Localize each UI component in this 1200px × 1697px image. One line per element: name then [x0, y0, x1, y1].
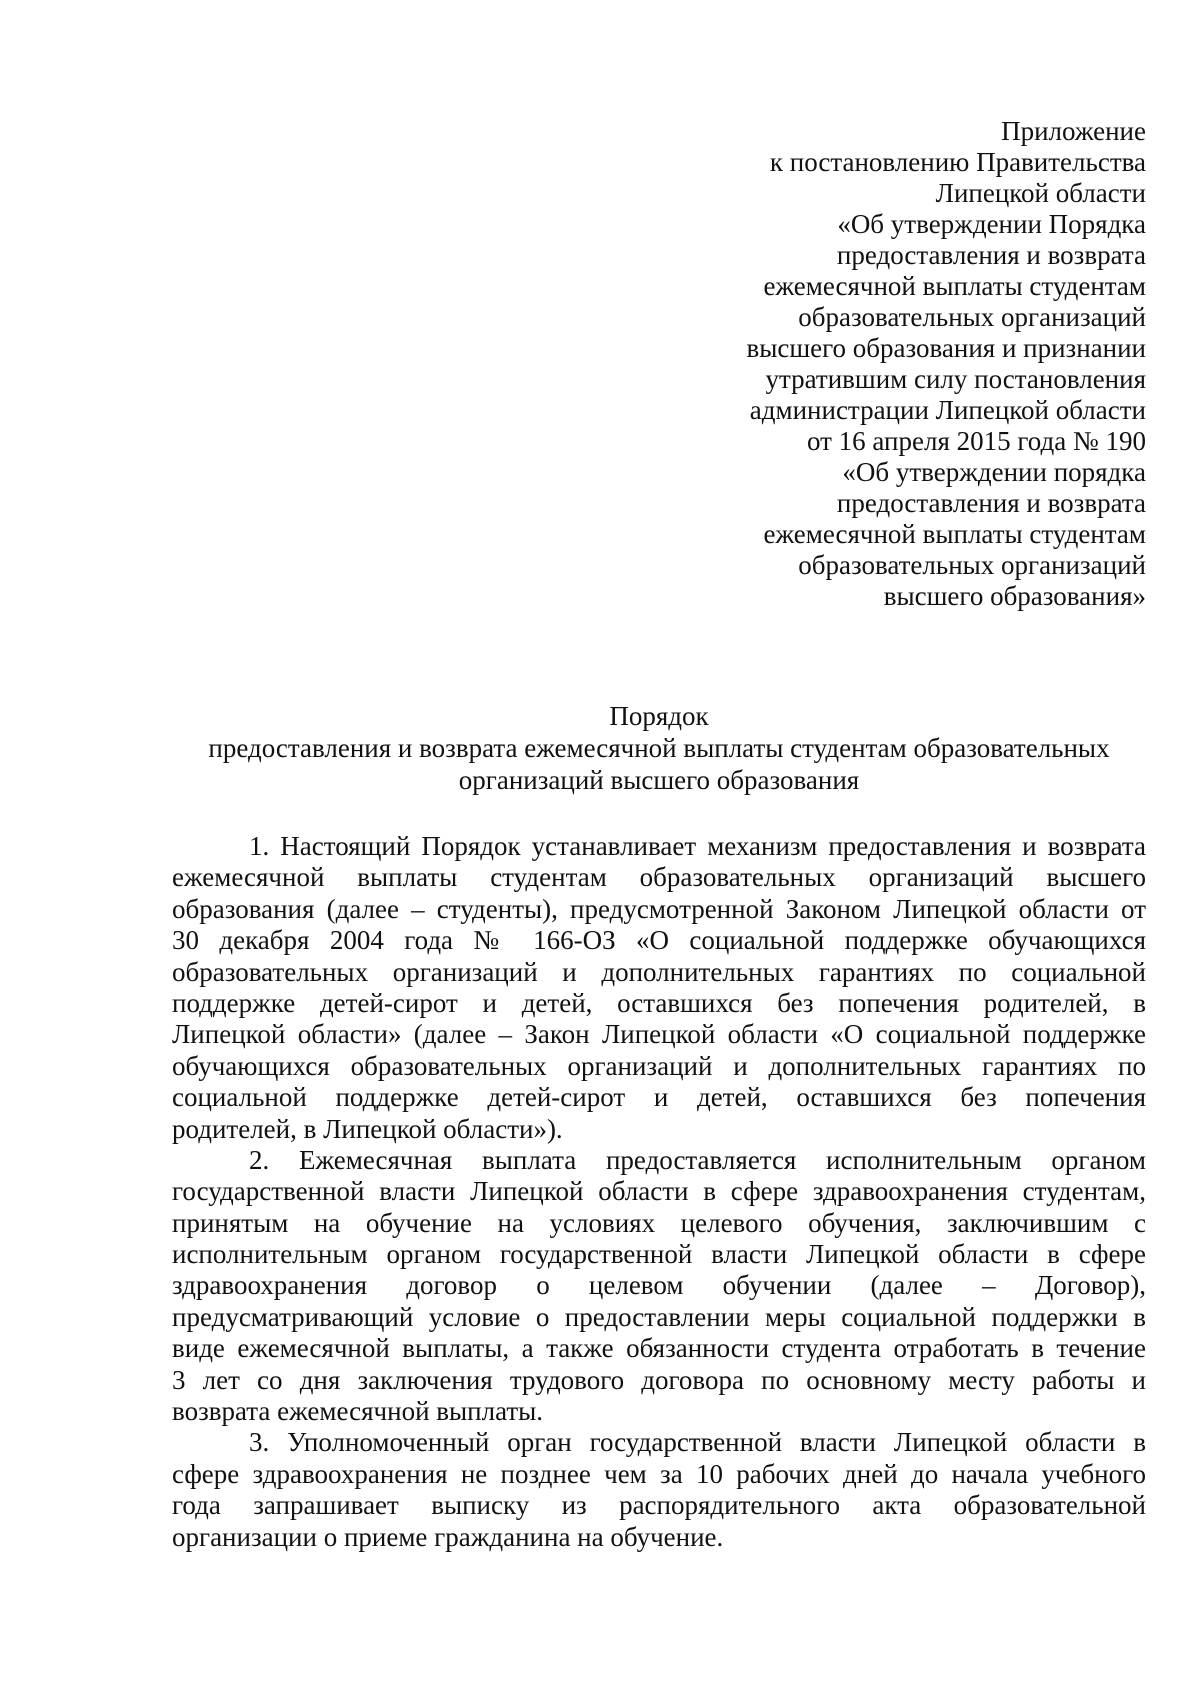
text-line: виде ежемесячной выплаты, а также обязанности студента отработать в течение: [172, 1333, 1146, 1364]
title-line: Порядок: [609, 701, 709, 731]
annex-line: высшего образования и признании: [746, 333, 1146, 363]
text-line: сфере здравоохранения не позднее чем за 10 рабочих дней до начала учебного: [172, 1458, 1146, 1489]
annex-line: ежемесячной выплаты студентам: [763, 271, 1146, 301]
document-title: [172, 700, 1146, 796]
annex-line: утратившим силу постановления: [765, 364, 1146, 394]
text-line: ежемесячной выплаты студентам образовательных организаций высшего: [172, 862, 1146, 893]
annex-line: предоставления и возврата: [836, 240, 1146, 270]
annex-line: «Об утверждении Порядка: [837, 209, 1146, 239]
title-line: предоставления и возврата ежемесячной выплаты студентам образовательных: [208, 733, 1110, 763]
text-line: 30 декабря 2004 года № 166-ОЗ «О социальной поддержке обучающихся: [172, 925, 1146, 956]
text-line: обучающихся образовательных организаций и дополнительных гарантиях по: [172, 1050, 1146, 1081]
annex-line: «Об утверждении порядка: [842, 457, 1146, 487]
text-line: 3. Уполномоченный орган государственной власти Липецкой области в: [249, 1427, 1146, 1458]
annex-line: Приложение: [1001, 116, 1146, 146]
text-line: 2. Ежемесячная выплата предоставляется исполнительным органом: [249, 1144, 1146, 1175]
annex-line: предоставления и возврата: [836, 488, 1146, 518]
text-line: организации о приеме гражданина на обучение.: [172, 1521, 724, 1552]
annex-line: ежемесячной выплаты студентам: [763, 519, 1146, 549]
annex-line: от 16 апреля 2015 года № 190: [806, 426, 1146, 456]
annex-line: образовательных организаций: [798, 550, 1146, 580]
text-line: образования (далее – студенты), предусмотренной Законом Липецкой области от: [172, 893, 1146, 924]
annex-header: [700, 116, 1146, 612]
text-line: социальной поддержке детей-сирот и детей, оставшихся без попечения: [172, 1082, 1146, 1113]
annex-line: к постановлению Правительства: [769, 147, 1146, 177]
annex-line: администрации Липецкой области: [749, 395, 1146, 425]
text-line: поддержке детей-сирот и детей, оставшихся без попечения родителей, в: [172, 987, 1146, 1018]
text-line: возврата ежемесячной выплаты.: [172, 1396, 544, 1427]
document-body: [172, 831, 1146, 1553]
paragraph-2: [172, 1145, 1146, 1428]
text-line: Липецкой области» (далее – Закон Липецкой области «О социальной поддержке: [172, 1019, 1146, 1050]
title-line: организаций высшего образования: [458, 765, 860, 795]
text-line: 3 лет со дня заключения трудового договора по основному месту работы и: [172, 1364, 1146, 1395]
text-line: принятым на обучение на условиях целевого обучения, заключившим с: [172, 1207, 1146, 1238]
text-line: предусматривающий условие о предоставлении меры социальной поддержки в: [172, 1301, 1146, 1332]
paragraph-3: [172, 1427, 1146, 1553]
text-line: года запрашивает выписку из распорядительного акта образовательной: [172, 1490, 1146, 1521]
paragraph-1: [172, 831, 1146, 1145]
annex-line: образовательных организаций: [798, 302, 1146, 332]
annex-line: высшего образования»: [883, 581, 1146, 611]
text-line: здравоохранения договор о целевом обучении (далее – Договор),: [172, 1270, 1146, 1301]
text-line: 1. Настоящий Порядок устанавливает механизм предоставления и возврата: [249, 831, 1146, 861]
text-line: исполнительным органом государственной власти Липецкой области в сфере: [172, 1239, 1146, 1270]
text-line: родителей, в Липецкой области»).: [172, 1113, 563, 1144]
text-line: образовательных организаций и дополнительных гарантиях по социальной: [172, 956, 1146, 987]
annex-line: Липецкой области: [935, 178, 1146, 208]
text-line: государственной власти Липецкой области в сфере здравоохранения студентам,: [172, 1176, 1146, 1207]
